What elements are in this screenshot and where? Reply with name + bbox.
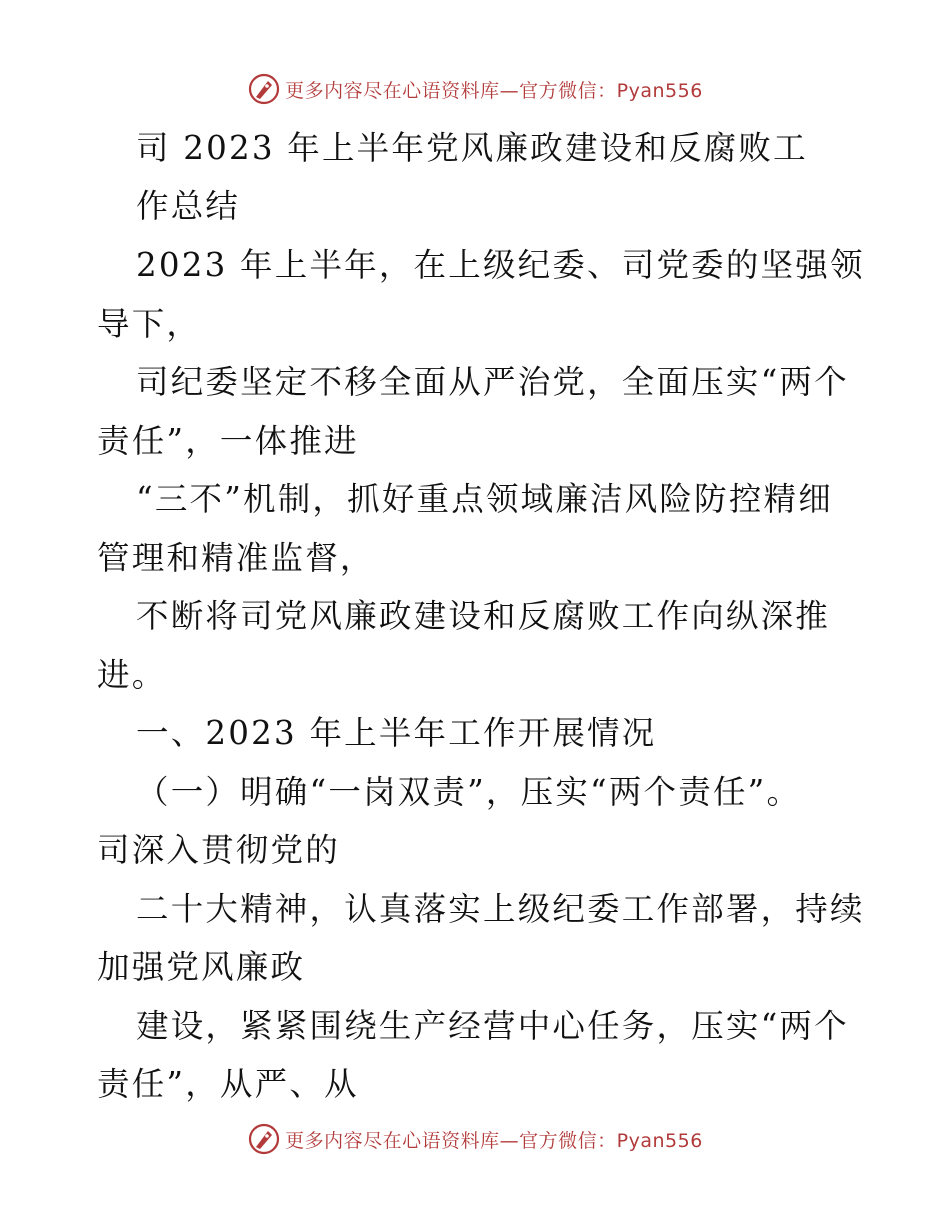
paragraph-line: 建设，紧紧围绕生产经营中心任务，压实“两个	[136, 1007, 849, 1045]
paragraph-line: 不断将司党风廉政建设和反腐败工作向纵深推	[136, 597, 831, 635]
paragraph-line: 司深入贯彻党的	[97, 831, 340, 869]
paragraph-line: 责任”，一体推进	[97, 422, 359, 460]
footer-watermark	[0, 1122, 950, 1156]
pen-nib-icon	[247, 72, 281, 106]
header-watermark	[0, 72, 950, 106]
paragraph-line: 加强党风廉政	[97, 948, 306, 986]
watermark-text: 更多内容尽在心语资料库—官方微信：Pyan556	[285, 79, 703, 102]
paragraph-line: 进。	[97, 656, 167, 694]
paragraph-line: 管理和精准监督，	[97, 539, 375, 577]
title-line-2: 作总结	[136, 187, 241, 225]
paragraph-line: 2023 年上半年，在上级纪委、司党委的坚强领	[136, 246, 865, 284]
section-heading: 一、2023 年上半年工作开展情况	[136, 714, 657, 752]
paragraph-line: “三不”机制，抓好重点领域廉洁风险防控精细	[136, 480, 833, 518]
subsection-heading: （一）明确“一岗双责”，压实“两个责任”。	[136, 773, 802, 811]
paragraph-line: 导下，	[97, 305, 202, 343]
paragraph-line: 责任”，从严、从	[97, 1065, 359, 1103]
title-line-1: 司 2023 年上半年党风廉政建设和反腐败工	[136, 129, 808, 167]
paragraph-line: 二十大精神，认真落实上级纪委工作部署，持续	[136, 890, 865, 928]
watermark-text: 更多内容尽在心语资料库—官方微信：Pyan556	[285, 1129, 703, 1152]
pen-nib-icon	[247, 1122, 281, 1156]
paragraph-line: 司纪委坚定不移全面从严治党，全面压实“两个	[136, 363, 849, 401]
